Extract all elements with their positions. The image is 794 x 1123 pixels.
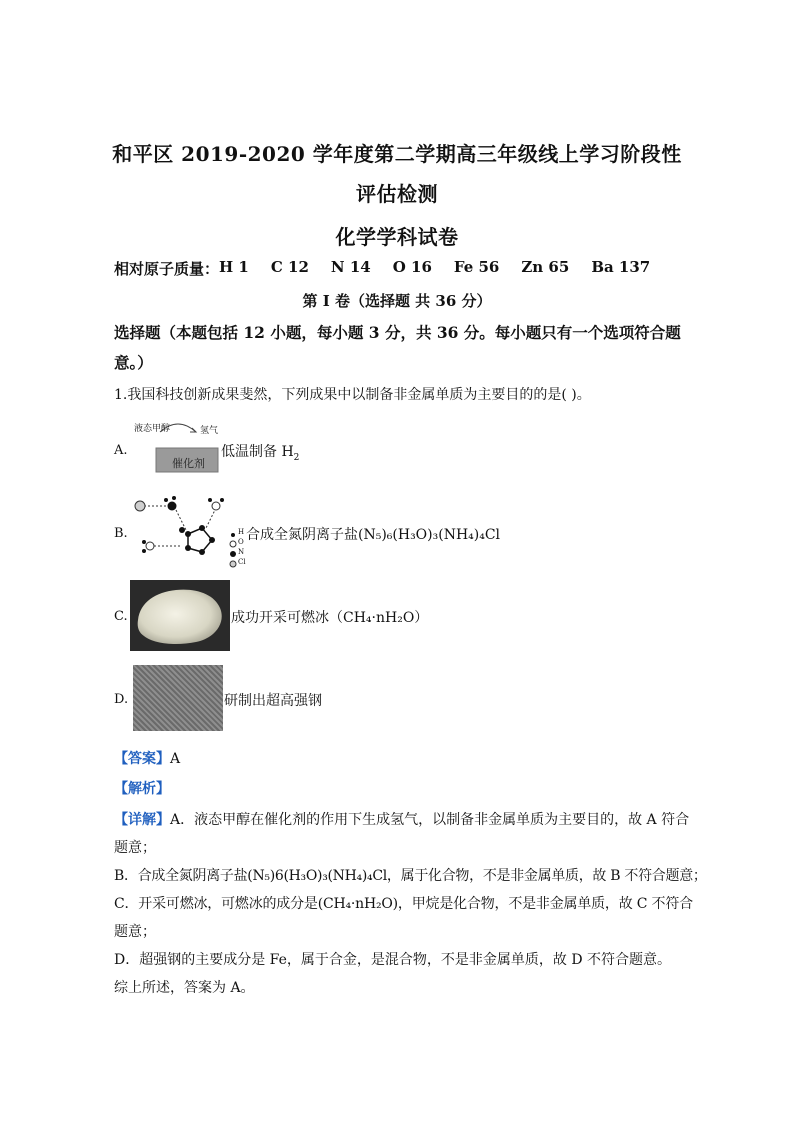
legend-cl: Cl [238, 558, 246, 566]
atomic-mass-h: H 1 [219, 258, 249, 276]
answer-line [114, 748, 180, 768]
exam-title-line2: 评估检测 [356, 182, 438, 206]
answer-value: A [170, 751, 181, 767]
explanation-block [114, 806, 707, 1002]
explanation-line-6: D．超强钢的主要成分是 Fe，属于合金，是混合物，不是非金属单质，故 D 不符合题意。 [114, 952, 672, 968]
exam-subtitle: 化学学科试卷 [335, 225, 459, 249]
legend-o: O [238, 538, 244, 546]
section-heading: 第 I 卷（选择题 共 36 分） [302, 292, 492, 310]
atomic-mass-row [114, 258, 714, 279]
atomic-mass-o: O 16 [392, 258, 432, 276]
answer-tag: 【答案】 [114, 751, 170, 767]
atomic-mass-ba: Ba 137 [591, 258, 651, 276]
figure-label-catalyst: 催化剂 [172, 457, 205, 470]
option-d-letter: D. [114, 692, 129, 707]
option-c-letter: C. [114, 609, 128, 624]
catalyst-figure [130, 418, 220, 480]
option-a-letter: A. [114, 443, 128, 458]
detail-tag: 【详解】 [114, 812, 170, 828]
analysis-tag: 【解析】 [114, 781, 170, 797]
combustible-ice-photo [130, 580, 230, 651]
atomic-mass-label: 相对原子质量： [114, 260, 220, 278]
atomic-mass-fe: Fe 56 [453, 258, 500, 276]
pentazolate-structure-figure [130, 494, 246, 572]
question-stem: 1.我国科技创新成果斐然，下列成果中以制备非金属单质为主要目的的是( )。 [114, 387, 591, 403]
option-c-text: 成功开采可燃冰（CH₄·nH₂O） [231, 610, 429, 626]
option-d-text: 研制出超高强钢 [224, 693, 322, 709]
section-instructions: 选择题（本题包括 12 小题，每小题 3 分，共 36 分。每小题只有一个选项符合题意。） [114, 323, 681, 372]
explanation-line-7: 综上所述，答案为 A。 [114, 980, 255, 996]
legend-n: N [238, 548, 245, 556]
option-a-text: 低温制备 $H_2$ [221, 444, 300, 463]
figure-label-methanol: 液态甲醇 [134, 424, 171, 434]
explanation-line-3: B．合成全氮阴离子盐(N₅)6(H₃O)₃(NH₄)₄Cl，属于化合物，不是非金属单质，故 B 不符合题意； [114, 868, 707, 884]
legend-h: H [238, 528, 245, 536]
option-b-text: 合成全氮阴离子盐(N₅)₆(H₃O)₃(NH₄)₄Cl [246, 527, 501, 543]
explanation-line-1: A．液态甲醇在催化剂的作用下生成氢气，以制备非金属单质为主要目的，故 A 符合 [170, 812, 690, 828]
high-strength-steel-photo [133, 665, 223, 731]
figure-label-hydrogen: 氢气 [200, 426, 219, 436]
atomic-mass-n: N 14 [330, 258, 371, 276]
atomic-mass-c: C 12 [270, 258, 309, 276]
explanation-line-4: C．开采可燃冰，可燃冰的成分是(CH₄·nH₂O)，甲烷是化合物，不是非金属单质，故 C 不符合 [114, 896, 693, 912]
explanation-line-5: 题意； [114, 924, 156, 940]
option-b-letter: B. [114, 526, 128, 541]
exam-title-line1: 和平区 2019-2020 学年度第二学期高三年级线上学习阶段性 [112, 142, 682, 166]
explanation-line-2: 题意； [114, 840, 156, 856]
atomic-mass-zn: Zn 65 [521, 258, 570, 276]
